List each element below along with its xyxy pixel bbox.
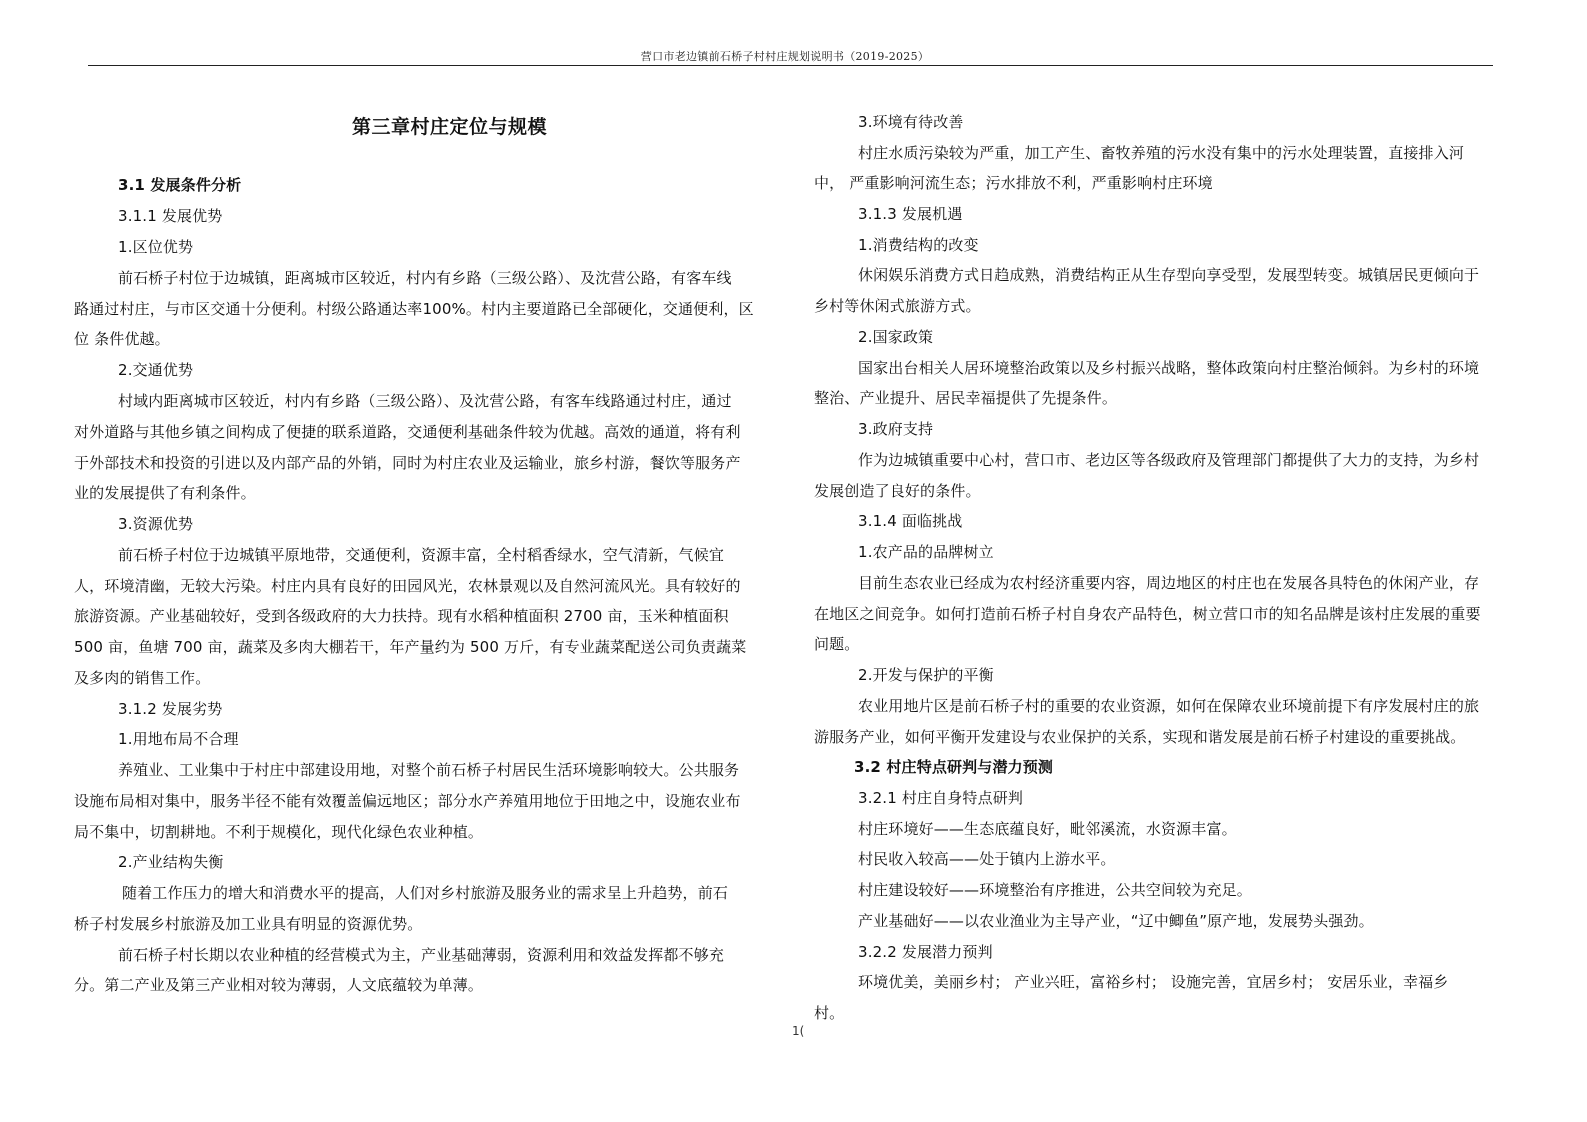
paragraph-line: 环境优美，美丽乡村； 产业兴旺，富裕乡村； 设施完善，宜居乡村； 安居乐业，幸福乡 (858, 973, 1449, 991)
paragraph-line: 业的发展提供了有利条件。 (74, 484, 256, 502)
paragraph-line: 在地区之间竞争。如何打造前石桥子村自身农产品特色，树立营口市的知名品牌是该村庄发展的重要 (814, 605, 1481, 623)
section-heading: 3.2 村庄特点研判与潜力预测 (854, 758, 1054, 776)
paragraph-line: 国家出台相关人居环境整治政策以及乡村振兴战略，整体政策向村庄整治倾斜。为乡村的环境 (858, 359, 1480, 377)
paragraph-line: 游服务产业，如何平衡开发建设与农业保护的关系，实现和谐发展是前石桥子村建设的重要挑战。 (814, 728, 1466, 746)
paragraph-line: 路通过村庄，与市区交通十分便利。村级公路通达率100%。村内主要道路已全部硬化，交通便利，区 (74, 300, 754, 318)
paragraph-line: 整治、产业提升、居民幸福提供了先提条件。 (814, 389, 1118, 407)
item-heading: 3.环境有待改善 (858, 113, 964, 131)
subsection-heading: 3.1.2 发展劣势 (118, 700, 223, 718)
paragraph-line: 农业用地片区是前石桥子村的重要的农业资源，如何在保障农业环境前提下有序发展村庄的旅 (858, 697, 1480, 715)
paragraph-line: 中， 严重影响河流生态；污水排放不利，严重影响村庄环境 (814, 174, 1213, 192)
paragraph-line: 村民收入较高——处于镇内上游水平。 (858, 850, 1116, 868)
paragraph-line: 设施布局相对集中，服务半径不能有效覆盖偏远地区；部分水产养殖用地位于田地之中，设施农业布 (74, 792, 741, 810)
paragraph-line: 前石桥子村长期以农业种植的经营模式为主，产业基础薄弱，资源利用和效益发挥都不够充 (118, 946, 725, 964)
item-heading: 3.政府支持 (858, 420, 934, 438)
subsection-heading: 3.2.2 发展潜力预判 (858, 943, 993, 961)
paragraph-line: 桥子村发展乡村旅游及加工业具有明显的资源优势。 (74, 915, 423, 933)
item-heading: 2.交通优势 (118, 361, 194, 379)
paragraph-line: 发展创造了良好的条件。 (814, 482, 981, 500)
paragraph-line: 对外道路与其他乡镇之间构成了便捷的联系道路，交通便利基础条件较为优越。高效的通道，将有利 (74, 423, 741, 441)
item-heading: 3.资源优势 (118, 515, 194, 533)
paragraph-line: 前石桥子村位于边城镇平原地带，交通便利，资源丰富，全村稻香绿水，空气清新，气候宜 (118, 546, 725, 564)
paragraph-line: 局不集中，切割耕地。不利于规模化，现代化绿色农业种植。 (74, 823, 484, 841)
paragraph-line: 于外部技术和投资的引进以及内部产品的外销，同时为村庄农业及运输业，旅乡村游，餐饮等服务产 (74, 454, 741, 472)
paragraph-line: 问题。 (814, 635, 860, 653)
paragraph-line: 旅游资源。产业基础较好，受到各级政府的大力扶持。现有水稻种植面积 2700 亩，玉米种植面积 (74, 607, 729, 625)
paragraph-line: 及多肉的销售工作。 (74, 669, 211, 687)
item-heading: 1.区位优势 (118, 238, 194, 256)
item-heading: 1.农产品的品牌树立 (858, 543, 994, 561)
subsection-heading: 3.1.3 发展机遇 (858, 205, 963, 223)
paragraph-line: 休闲娱乐消费方式日趋成熟，消费结构正从生存型向享受型，发展型转变。城镇居民更倾向于 (858, 266, 1480, 284)
document-header-title: 营口市老边镇前石桥子村村庄规划说明书（2019-2025） (640, 50, 930, 63)
section-heading: 3.1 发展条件分析 (118, 176, 242, 194)
item-heading: 2.国家政策 (858, 328, 934, 346)
item-heading: 1.用地布局不合理 (118, 730, 239, 748)
paragraph-line: 产业基础好——以农业渔业为主导产业，“辽中鲫鱼”原产地，发展势头强劲。 (858, 912, 1374, 930)
header-divider (88, 65, 1493, 66)
chapter-title: 第三章村庄定位与规模 (352, 116, 548, 138)
paragraph-line: 目前生态农业已经成为农村经济重要内容，周边地区的村庄也在发展各具特色的休闲产业，存 (858, 574, 1480, 592)
paragraph-line: 村庄环境好——生态底蕴良好，毗邻溪流，水资源丰富。 (858, 820, 1237, 838)
subsection-heading: 3.1.1 发展优势 (118, 207, 223, 225)
paragraph-line: 作为边城镇重要中心村，营口市、老边区等各级政府及管理部门都提供了大力的支持，为乡村 (858, 451, 1480, 469)
paragraph-line: 养殖业、工业集中于村庄中部建设用地，对整个前石桥子村居民生活环境影响较大。公共服务 (118, 761, 740, 779)
paragraph-line: 位 条件优越。 (74, 330, 170, 348)
item-heading: 2.开发与保护的平衡 (858, 666, 994, 684)
paragraph-line: 乡村等休闲式旅游方式。 (814, 297, 981, 315)
paragraph-line: 人，环境清幽，无较大污染。村庄内具有良好的田园风光，农林景观以及自然河流风光。具有较好的 (74, 577, 741, 595)
paragraph-line: 前石桥子村位于边城镇，距离城市区较近，村内有乡路（三级公路）、及沈营公路，有客车线 (118, 269, 732, 287)
paragraph-line: 村庄水质污染较为严重，加工产生、畜牧养殖的污水没有集中的污水处理装置，直接排入河 (858, 144, 1465, 162)
paragraph-line: 村庄建设较好——环境整治有序推进，公共空间较为充足。 (858, 881, 1252, 899)
paragraph-line: 村域内距离城市区较近，村内有乡路（三级公路）、及沈营公路，有客车线路通过村庄，通过 (118, 392, 732, 410)
page-number: 1( (792, 1024, 805, 1038)
paragraph-line: 500 亩，鱼塘 700 亩，蔬菜及多肉大棚若干，年产量约为 500 万斤，有专业蔬菜配送公司负责蔬菜 (74, 638, 747, 656)
item-heading: 2.产业结构失衡 (118, 853, 224, 871)
paragraph-line: 随着工作压力的增大和消费水平的提高，人们对乡村旅游及服务业的需求呈上升趋势，前石 (122, 884, 729, 902)
subsection-heading: 3.2.1 村庄自身特点研判 (858, 789, 1024, 807)
paragraph-line: 村。 (814, 1004, 845, 1022)
subsection-heading: 3.1.4 面临挑战 (858, 512, 963, 530)
paragraph-line: 分。第二产业及第三产业相对较为薄弱，人文底蕴较为单薄。 (74, 976, 484, 994)
item-heading: 1.消费结构的改变 (858, 236, 979, 254)
